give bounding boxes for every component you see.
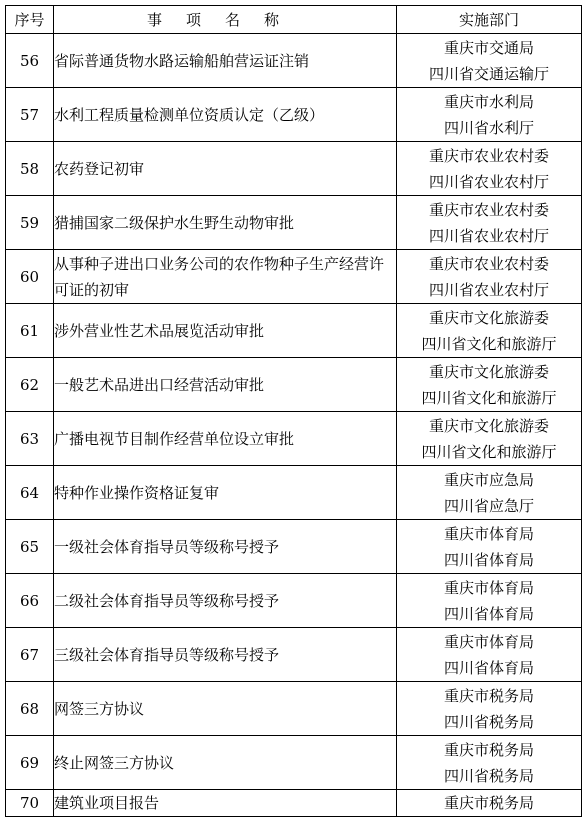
serial-number-cell: 70	[6, 790, 54, 817]
table-row	[6, 466, 582, 520]
department-name: 四川省文化和旅游厅	[421, 334, 557, 353]
approval-items-table	[5, 5, 582, 817]
item-name-cell: 猎捕国家二级保护水生野生动物审批	[54, 196, 397, 250]
approval-items-document	[5, 5, 581, 817]
header-item-name: 事项名称	[54, 6, 397, 34]
department-name: 重庆市文化旅游委	[428, 416, 549, 435]
department-name: 四川省体育局	[443, 604, 534, 623]
serial-number-cell: 62	[6, 358, 54, 412]
department-cell	[397, 142, 582, 196]
department-name: 四川省交通运输厅	[428, 64, 549, 83]
serial-number-cell: 69	[6, 736, 54, 790]
table-row	[6, 304, 582, 358]
item-name-cell: 一般艺术品进出口经营活动审批	[54, 358, 397, 412]
department-cell	[397, 574, 582, 628]
department-name: 重庆市农业农村委	[428, 146, 549, 165]
table-row	[6, 628, 582, 682]
department-name: 重庆市农业农村委	[428, 200, 549, 219]
serial-number-cell: 67	[6, 628, 54, 682]
department-cell	[397, 196, 582, 250]
department-name: 重庆市体育局	[443, 578, 534, 597]
item-name-cell: 农药登记初审	[54, 142, 397, 196]
department-name: 重庆市文化旅游委	[428, 308, 549, 327]
item-name-cell: 特种作业操作资格证复审	[54, 466, 397, 520]
table-row	[6, 412, 582, 466]
serial-number-cell: 60	[6, 250, 54, 304]
department-name: 四川省文化和旅游厅	[421, 388, 557, 407]
table-row	[6, 574, 582, 628]
item-name-cell: 一级社会体育指导员等级称号授予	[54, 520, 397, 574]
serial-number-cell: 65	[6, 520, 54, 574]
department-name: 重庆市农业农村委	[428, 254, 549, 273]
table-header-row	[6, 6, 582, 34]
department-name: 四川省应急厅	[443, 496, 534, 515]
item-name-cell: 涉外营业性艺术品展览活动审批	[54, 304, 397, 358]
serial-number-cell: 57	[6, 88, 54, 142]
department-cell	[397, 304, 582, 358]
serial-number-cell: 61	[6, 304, 54, 358]
department-cell	[397, 628, 582, 682]
serial-number-cell: 68	[6, 682, 54, 736]
serial-number-cell: 58	[6, 142, 54, 196]
item-name-cell: 二级社会体育指导员等级称号授予	[54, 574, 397, 628]
department-cell	[397, 682, 582, 736]
item-name-cell: 广播电视节目制作经营单位设立审批	[54, 412, 397, 466]
department-name: 重庆市体育局	[443, 632, 534, 651]
department-name: 重庆市税务局	[443, 686, 534, 705]
table-row	[6, 520, 582, 574]
department-name: 四川省体育局	[443, 550, 534, 569]
department-cell	[397, 250, 582, 304]
department-name: 四川省税务局	[443, 712, 534, 731]
department-cell	[397, 34, 582, 88]
department-name: 重庆市文化旅游委	[428, 362, 549, 381]
serial-number-cell: 64	[6, 466, 54, 520]
department-cell	[397, 412, 582, 466]
department-name: 四川省农业农村厅	[428, 172, 549, 191]
department-cell	[397, 466, 582, 520]
department-name: 四川省税务局	[443, 766, 534, 785]
department-name: 重庆市税务局	[443, 793, 534, 812]
item-name-cell: 水利工程质量检测单位资质认定（乙级）	[54, 88, 397, 142]
department-name: 重庆市交通局	[443, 38, 534, 57]
table-row	[6, 142, 582, 196]
item-name-cell: 建筑业项目报告	[54, 790, 397, 817]
item-name-cell: 网签三方协议	[54, 682, 397, 736]
serial-number-cell: 66	[6, 574, 54, 628]
department-cell	[397, 790, 582, 817]
header-implementing-department: 实施部门	[397, 6, 582, 34]
department-name: 重庆市应急局	[443, 470, 534, 489]
table-row	[6, 682, 582, 736]
table-row	[6, 250, 582, 304]
table-row	[6, 358, 582, 412]
item-name-cell: 终止网签三方协议	[54, 736, 397, 790]
serial-number-cell: 59	[6, 196, 54, 250]
item-name-cell: 从事种子进出口业务公司的农作物种子生产经营许可证的初审	[54, 250, 397, 304]
department-name: 重庆市税务局	[443, 740, 534, 759]
department-cell	[397, 736, 582, 790]
table-row	[6, 88, 582, 142]
item-name-cell: 省际普通货物水路运输船舶营运证注销	[54, 34, 397, 88]
table-row	[6, 790, 582, 817]
serial-number-cell: 56	[6, 34, 54, 88]
department-name: 重庆市水利局	[443, 92, 534, 111]
department-name: 四川省水利厅	[443, 118, 534, 137]
header-serial-number: 序号	[6, 6, 54, 34]
department-cell	[397, 88, 582, 142]
table-body	[6, 34, 582, 817]
table-row	[6, 196, 582, 250]
table-row	[6, 34, 582, 88]
item-name-cell: 三级社会体育指导员等级称号授予	[54, 628, 397, 682]
department-name: 四川省农业农村厅	[428, 280, 549, 299]
department-name: 四川省文化和旅游厅	[421, 442, 557, 461]
department-name: 四川省体育局	[443, 658, 534, 677]
table-row	[6, 736, 582, 790]
serial-number-cell: 63	[6, 412, 54, 466]
department-cell	[397, 358, 582, 412]
department-cell	[397, 520, 582, 574]
department-name: 重庆市体育局	[443, 524, 534, 543]
department-name: 四川省农业农村厅	[428, 226, 549, 245]
